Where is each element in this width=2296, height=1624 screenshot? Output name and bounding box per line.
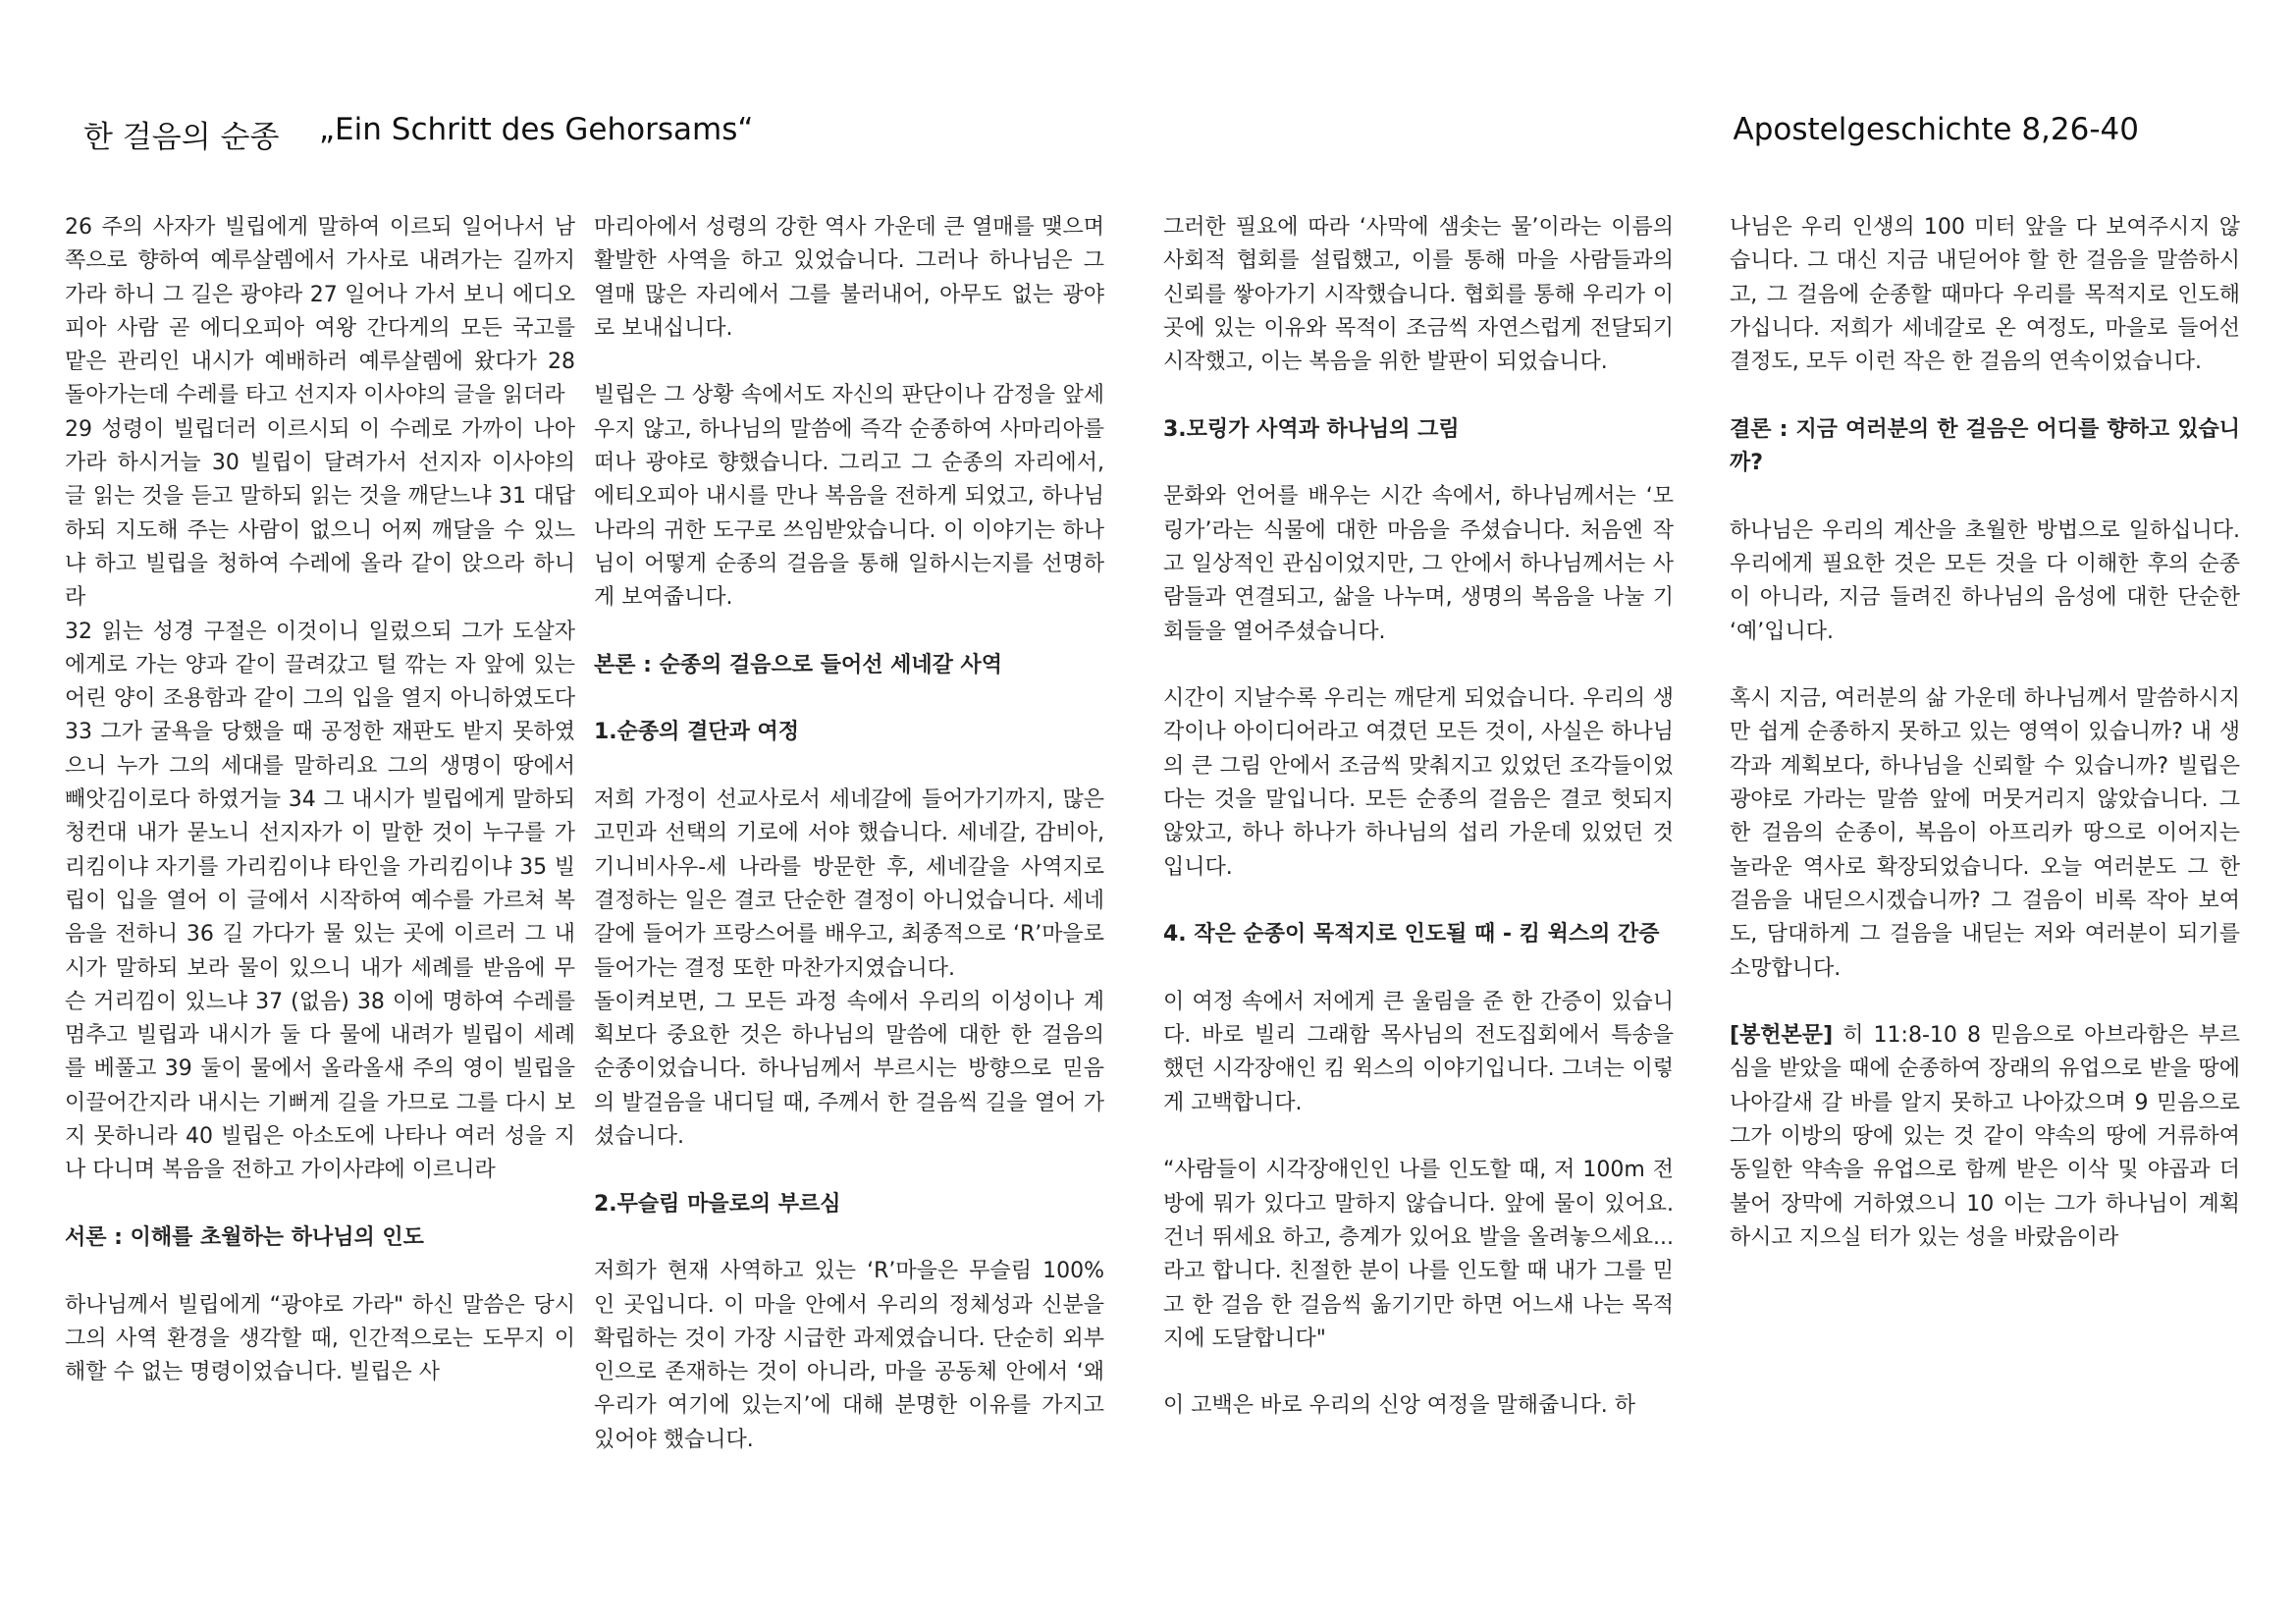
body-paragraph: 문화와 언어를 배우는 시간 속에서, 하나님께서는 ‘모링가’라는 식물에 대한 마음을 주셨습니다. 처음엔 작고 일상적인 관심이었지만, 그 안에서 하나님께서는 사람들과 연결되고, 삶을 나누며, 생명의 복음을 나눌 기회들을 열어주셨습니다. <box>1163 484 1674 644</box>
column-4 <box>1730 211 2240 1255</box>
scripture-paragraph: 32 읽는 성경 구절은 이것이니 일렀으되 그가 도살자에게로 가는 양과 같이 끌려갔고 털 깎는 자 앞에 있는 어린 양이 조용함과 같이 그의 입을 열지 아니하였도다 33 그가 굴욕을 당했을 때 공정한 재판도 받지 못하였으니 누가 그의 세대를 말하리요 그의 생명이 땅에서 빼앗김이로다 하였거늘 34 그 내시가 빌립에게 말하되 청컨대 내가 묻노니 선지자가 이 말한 것이 누구를 가리킴이냐 자기를 가리킴이냐 타인을 가리킴이냐 35 빌립이 입을 열어 이 글에서 시작하여 예수를 가르쳐 복음을 전하니 36 길 가다가 물 있는 곳에 이르러 그 내시가 말하되 보라 물이 있으니 내가 세례를 받음에 무슨 거리낌이 있느냐 37 (없음) 38 이에 명하여 수레를 멈추고 빌립과 내시가 둘 다 물에 내려가 빌립이 세례를 베풀고 39 둘이 물에서 올라올새 주의 영이 빌립을 이끌어간지라 내시는 기뻐게 길을 가므로 그를 다시 보지 못하니라 40 빌립은 아소도에 나타나 여러 성을 지나 다니며 복음을 전하고 가이사랴에 이르니라 <box>65 619 575 1183</box>
body-paragraph: 시간이 지날수록 우리는 깨닫게 되었습니다. 우리의 생각이나 아이디어라고 여겼던 모든 것이, 사실은 하나님의 큰 그림 안에서 조금씩 맞춰지고 있었던 조각들이었다는 것을 말입니다. 모든 순종의 걸음은 결코 헛되지 않았고, 하나 하나가 하나님의 섭리 가운데 있었던 것입니다. <box>1163 686 1674 880</box>
body-paragraph: 마리아에서 성령의 강한 역사 가운데 큰 열매를 맺으며 활발한 사역을 하고 있었습니다. 그러나 하나님은 그 열매 많은 자리에서 그를 불러내어, 아무도 없는 광야로 보내십니다. <box>594 215 1104 341</box>
intro-paragraph: 하나님께서 빌립에게 “광야로 가라" 하신 말씀은 당시 그의 사역 환경을 생각할 때, 인간적으로는 도무지 이해할 수 없는 명령이었습니다. 빌립은 사 <box>65 1292 575 1385</box>
bible-reference: Apostelgeschichte 8,26-40 <box>1733 112 2139 147</box>
body-paragraph: 저희 가정이 선교사로서 세네갈에 들어가기까지, 많은 고민과 선택의 기로에 서야 했습니다. 세네갈, 감비아, 기니비사우-세 나라를 방문한 후, 세네갈을 사역지로 결정하는 일은 결코 단순한 결정이 아니었습니다. 세네갈에 들어가 프랑스어를 배우고, 최종적으로 ‘R’마을로 들어가는 결정 또한 마찬가지였습니다. <box>594 787 1104 981</box>
body-paragraph: 이 여정 속에서 저에게 큰 울림을 준 한 간증이 있습니다. 바로 빌리 그래함 목사님의 전도집회에서 특송을 했던 시각장애인 킴 윅스의 이야기입니다. 그녀는 이렇게 고백합니다. <box>1163 989 1674 1115</box>
section-heading: 3.모링가 사역과 하나님의 그림 <box>1163 416 1460 442</box>
title-korean: 한 걸음의 순종 <box>83 120 280 155</box>
offering-label: [봉헌본문] <box>1730 1023 1834 1049</box>
quote-paragraph: “사람들이 시각장애인인 나를 인도할 때, 저 100m 전방에 뭐가 있다고 말하지 않습니다. 앞에 물이 있어요. 건너 뛰세요 하고, 층계가 있어요 발을 올려놓으세요... 라고 합니다. 친절한 분이 나를 인도할 때 내가 그를 믿고 한 걸음 한 걸음씩 옮기기만 하면 어느새 나는 목적지에 도달합니다" <box>1163 1158 1674 1351</box>
body-paragraph: 빌립은 그 상황 속에서도 자신의 판단이나 감정을 앞세우지 않고, 하나님의 말씀에 즉각 순종하여 사마리아를 떠나 광야로 향했습니다. 그리고 그 순종의 자리에서, 에티오피아 내시를 만나 복음을 전하게 되었고, 하나님 나라의 귀한 도구로 쓰임받았습니다. 이 이야기는 하나님이 어떻게 순종의 걸음을 통해 일하시는지를 선명하게 보여줍니다. <box>594 383 1104 611</box>
scripture-paragraph: 26 주의 사자가 빌립에게 말하여 이르되 일어나서 남쪽으로 향하여 예루살렘에서 가사로 내려가는 길까지 가라 하니 그 길은 광야라 27 일어나 가서 보니 에디오피아 사람 곧 에디오피아 여왕 간다게의 모든 국고를 맡은 관리인 내시가 예배하러 예루살렘에 왔다가 28 돌아가는데 수레를 타고 선지자 이사야의 글을 읽더라 <box>65 215 575 408</box>
title-german: „Ein Schritt des Gehorsams“ <box>319 112 754 147</box>
body-paragraph: 혹시 지금, 여러분의 삶 가운데 하나님께서 말씀하시지만 쉽게 순종하지 못하고 있는 영역이 있습니까? 내 생각과 계획보다, 하나님을 신뢰할 수 있습니까? 빌립은 광야로 가라는 말씀 앞에 머뭇거리지 않았습니다. 그 한 걸음의 순종이, 복음이 아프리카 땅으로 이어지는 놀라운 역사로 확장되었습니다. 오늘 여러분도 그 한 걸음을 내딛으시겠습니까? 그 걸음이 비록 작아 보여도, 담대하게 그 걸음을 내딛는 저와 여러분이 되기를 소망합니다. <box>1730 686 2240 981</box>
offering-text: 히 11:8-10 8 믿음으로 아브라함은 부르심을 받았을 때에 순종하여 장래의 유업으로 받을 땅에 나아갈새 갈 바를 알지 못하고 나아갔으며 9 믿음으로 그가 이방의 땅에 있는 것 같이 약속의 땅에 거류하여 동일한 약속을 유업으로 함께 받은 이삭 및 야곱과 더불어 장막에 거하였으니 10 이는 그가 하나님이 계획하시고 지으실 터가 있는 성을 바랐음이라 <box>1730 1023 2240 1250</box>
body-paragraph: 그러한 필요에 따라 ‘사막에 샘솟는 물’이라는 이름의 사회적 협회를 설립했고, 이를 통해 마을 사람들과의 신뢰를 쌓아가기 시작했습니다. 협회를 통해 우리가 이곳에 있는 이유와 목적이 조금씩 자연스럽게 전달되기 시작했고, 이는 복음을 위한 발판이 되었습니다. <box>1163 215 1674 375</box>
intro-heading: 서론 : 이해를 초월하는 하나님의 인도 <box>65 1224 424 1250</box>
conclusion-heading: 결론 : 지금 여러분의 한 걸음은 어디를 향하고 있습니까? <box>1730 416 2240 476</box>
body-paragraph: 하나님은 우리의 계산을 초월한 방법으로 일하십니다. 우리에게 필요한 것은 모든 것을 다 이해한 후의 순종이 아니라, 지금 들려진 하나님의 음성에 대한 단순한 ‘예’입니다. <box>1730 517 2240 644</box>
scripture-paragraph: 29 성령이 빌립더러 이르시되 이 수레로 가까이 나아가라 하시거늘 30 빌립이 달려가서 선지자 이사야의 글 읽는 것을 듣고 말하되 읽는 것을 깨닫느냐 31 대답하되 지도해 주는 사람이 없으니 어찌 깨달을 수 있느냐 하고 빌립을 청하여 수레에 올라 같이 앉으라 하니라 <box>65 416 575 611</box>
column-2 <box>594 211 1104 1457</box>
body-heading: 본론 : 순종의 걸음으로 들어선 세네갈 사역 <box>594 652 1003 677</box>
offering-paragraph <box>1730 1019 2240 1255</box>
body-paragraph: 나님은 우리 인생의 100 미터 앞을 다 보여주시지 않습니다. 그 대신 지금 내딛어야 할 한 걸음을 말씀하시고, 그 걸음에 순종할 때마다 우리를 목적지로 인도해 가십니다. 저희가 세네갈로 온 여정도, 마을로 들어선 결정도, 모두 이런 작은 한 걸음의 연속이었습니다. <box>1730 215 2240 375</box>
body-paragraph: 이 고백은 바로 우리의 신앙 여정을 말해줍니다. 하 <box>1163 1393 1635 1419</box>
section-heading: 4. 작은 순종이 목적지로 인도될 때 - 킴 윅스의 간증 <box>1163 922 1660 947</box>
body-paragraph: 저희가 현재 사역하고 있는 ‘R’마을은 무슬림 100% 인 곳입니다. 이 마을 안에서 우리의 정체성과 신분을 확립하는 것이 가장 시급한 과제였습니다. 단순히 외부인으로 존재하는 것이 아니라, 마을 공동체 안에서 ‘왜 우리가 여기에 있는지’에 대해 분명한 이유를 가지고 있어야 했습니다. <box>594 1259 1104 1452</box>
section-heading: 1.순종의 결단과 여정 <box>594 720 799 745</box>
section-heading: 2.무슬림 마을로의 부르심 <box>594 1191 841 1217</box>
body-paragraph: 돌이켜보면, 그 모든 과정 속에서 우리의 이성이나 계획보다 중요한 것은 하나님의 말씀에 대한 한 걸음의 순종이었습니다. 하나님께서 부르시는 방향으로 믿음의 발걸음을 내디딜 때, 주께서 한 걸음씩 길을 열어 가셨습니다. <box>594 989 1104 1150</box>
page-header <box>83 106 2139 155</box>
column-1 <box>65 211 575 1389</box>
column-3 <box>1163 211 1674 1424</box>
